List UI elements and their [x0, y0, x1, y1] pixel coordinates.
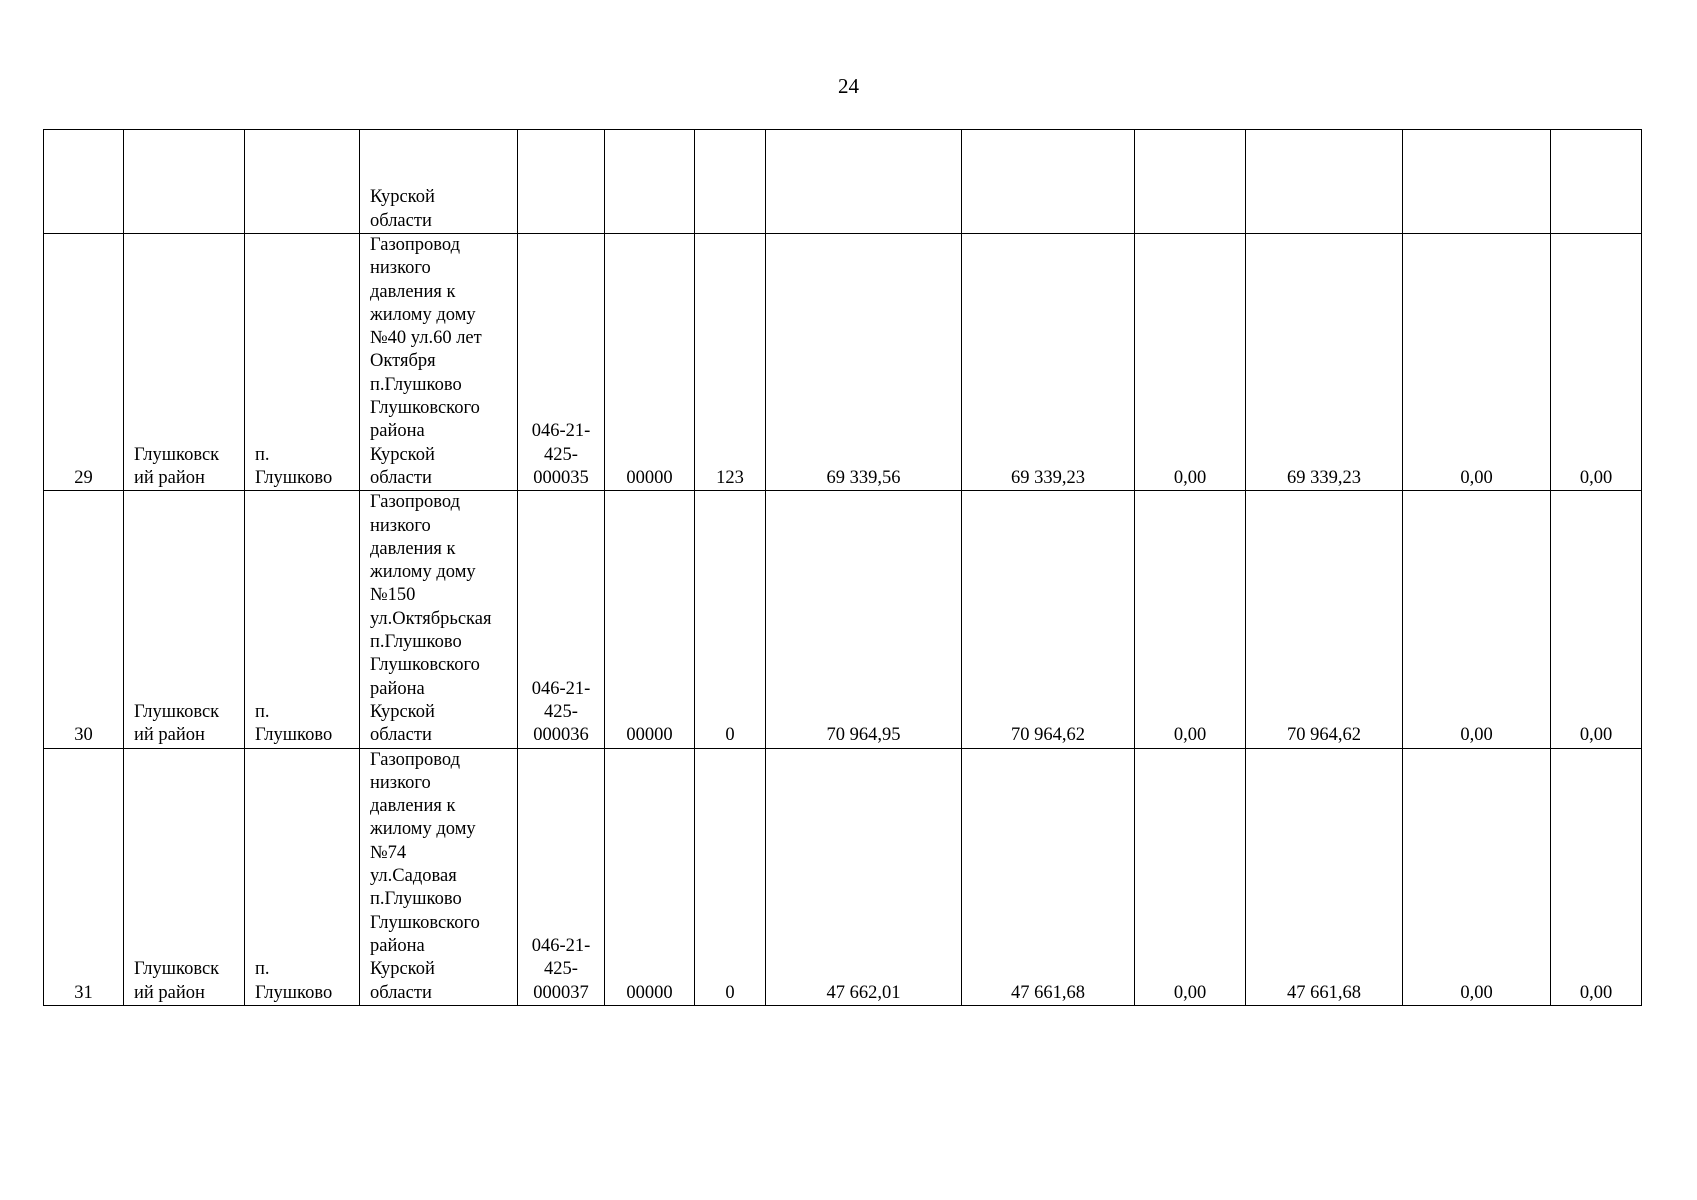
- district-line: ий район: [134, 982, 205, 1003]
- object-line: района: [370, 421, 425, 442]
- object-line: давления к: [370, 281, 456, 302]
- cell-value: 47 662,01: [766, 748, 962, 1005]
- cell-district: [124, 234, 245, 491]
- cell-object-description: [360, 491, 518, 748]
- object-line: района: [370, 935, 425, 956]
- table-row-continuation: [44, 130, 1642, 234]
- object-line: района: [370, 678, 425, 699]
- cell-code: [518, 234, 605, 491]
- object-line: Глушковского: [370, 655, 480, 676]
- code-line: 425-: [544, 959, 578, 980]
- cell-code2: [605, 130, 695, 234]
- table-row: [44, 234, 1642, 491]
- cell-settlement: [245, 748, 360, 1005]
- table-row: [44, 748, 1642, 1005]
- code-line: 046-21-: [531, 678, 591, 699]
- cell-value: 0,00: [1403, 234, 1551, 491]
- object-line: низкого: [370, 772, 431, 793]
- cell-value: [1135, 130, 1246, 234]
- page-number: 24: [838, 74, 859, 98]
- object-line: Газопровод: [370, 492, 461, 513]
- object-line: Глушковского: [370, 912, 480, 933]
- cell-value: 0,00: [1551, 491, 1642, 748]
- settlement-line: Глушково: [255, 467, 333, 488]
- cell-value: [1551, 130, 1642, 234]
- cell-value: 69 339,56: [766, 234, 962, 491]
- settlement-line: Глушково: [255, 725, 333, 746]
- object-line: области: [370, 210, 432, 231]
- cell-code2: 00000: [605, 234, 695, 491]
- cell-value: 0,00: [1135, 491, 1246, 748]
- table-body: [44, 130, 1642, 1006]
- cell-value: 0,00: [1551, 234, 1642, 491]
- object-line: области: [370, 725, 432, 746]
- object-line: Курской: [370, 444, 435, 465]
- object-line: №74: [370, 842, 407, 863]
- district-line: Глушковск: [134, 444, 220, 465]
- object-line: п.Глушково: [370, 374, 462, 395]
- cell-value: [962, 130, 1135, 234]
- cell-value: 47 661,68: [962, 748, 1135, 1005]
- cell-index: 29: [44, 234, 124, 491]
- cell-settlement: [245, 491, 360, 748]
- object-line: жилому дому: [370, 819, 476, 840]
- object-line: №150: [370, 585, 416, 606]
- object-line: Глушковского: [370, 398, 480, 419]
- object-line: давления к: [370, 538, 456, 559]
- cell-value: 0,00: [1403, 491, 1551, 748]
- object-line: п.Глушково: [370, 632, 462, 653]
- object-line: области: [370, 982, 432, 1003]
- cell-code: [518, 748, 605, 1005]
- cell-value: 47 661,68: [1246, 748, 1403, 1005]
- cell-value: 0,00: [1551, 748, 1642, 1005]
- object-line: п.Глушково: [370, 889, 462, 910]
- cell-value: 69 339,23: [1246, 234, 1403, 491]
- settlement-line: п.: [255, 959, 270, 980]
- cell-index: 30: [44, 491, 124, 748]
- cell-code3: 0: [695, 491, 766, 748]
- table-row: [44, 491, 1642, 748]
- code-line: 425-: [544, 701, 578, 722]
- cell-value: 70 964,62: [962, 491, 1135, 748]
- cell-value: 70 964,62: [1246, 491, 1403, 748]
- cell-district: [124, 748, 245, 1005]
- cell-object-description: [360, 748, 518, 1005]
- district-line: ий район: [134, 725, 205, 746]
- cell-code2: 00000: [605, 748, 695, 1005]
- object-line: Газопровод: [370, 235, 461, 255]
- settlement-line: п.: [255, 444, 270, 465]
- registry-table: [43, 129, 1642, 1006]
- district-line: Глушковск: [134, 959, 220, 980]
- cell-value: 70 964,95: [766, 491, 962, 748]
- object-line: ул.Садовая: [370, 866, 457, 887]
- object-line: Газопровод: [370, 749, 461, 770]
- code-line: 046-21-: [531, 421, 591, 442]
- object-line: №40 ул.60 лет: [370, 328, 482, 349]
- cell-index: [44, 130, 124, 234]
- cell-value: 0,00: [1403, 748, 1551, 1005]
- object-line: ул.Октябрьская: [370, 608, 492, 629]
- object-line: Курской: [370, 187, 435, 208]
- district-line: ий район: [134, 467, 205, 488]
- cell-value: 69 339,23: [962, 234, 1135, 491]
- cell-settlement: [245, 234, 360, 491]
- object-line: низкого: [370, 258, 431, 279]
- cell-code3: 0: [695, 748, 766, 1005]
- settlement-line: п.: [255, 701, 270, 722]
- cell-object-description: [360, 130, 518, 234]
- cell-value: [766, 130, 962, 234]
- object-line: Октября: [370, 351, 436, 372]
- object-line: Курской: [370, 701, 435, 722]
- cell-value: 0,00: [1135, 234, 1246, 491]
- cell-code2: 00000: [605, 491, 695, 748]
- cell-index: 31: [44, 748, 124, 1005]
- cell-district: [124, 491, 245, 748]
- cell-value: [1246, 130, 1403, 234]
- object-line: жилому дому: [370, 304, 476, 325]
- code-line: 000037: [533, 982, 589, 1003]
- district-line: Глушковск: [134, 701, 220, 722]
- object-line: давления к: [370, 796, 456, 817]
- cell-code3: [695, 130, 766, 234]
- cell-value: [1403, 130, 1551, 234]
- code-line: 000035: [533, 467, 589, 488]
- code-line: 046-21-: [531, 935, 591, 956]
- cell-object-description: [360, 234, 518, 491]
- object-line: Курской: [370, 959, 435, 980]
- object-line: низкого: [370, 515, 431, 536]
- object-line: жилому дому: [370, 562, 476, 583]
- object-line: области: [370, 467, 432, 488]
- cell-district: [124, 130, 245, 234]
- cell-code3: 123: [695, 234, 766, 491]
- code-line: 425-: [544, 444, 578, 465]
- cell-settlement: [245, 130, 360, 234]
- settlement-line: Глушково: [255, 982, 333, 1003]
- cell-code: [518, 491, 605, 748]
- cell-code: [518, 130, 605, 234]
- code-line: 000036: [533, 725, 589, 746]
- cell-value: 0,00: [1135, 748, 1246, 1005]
